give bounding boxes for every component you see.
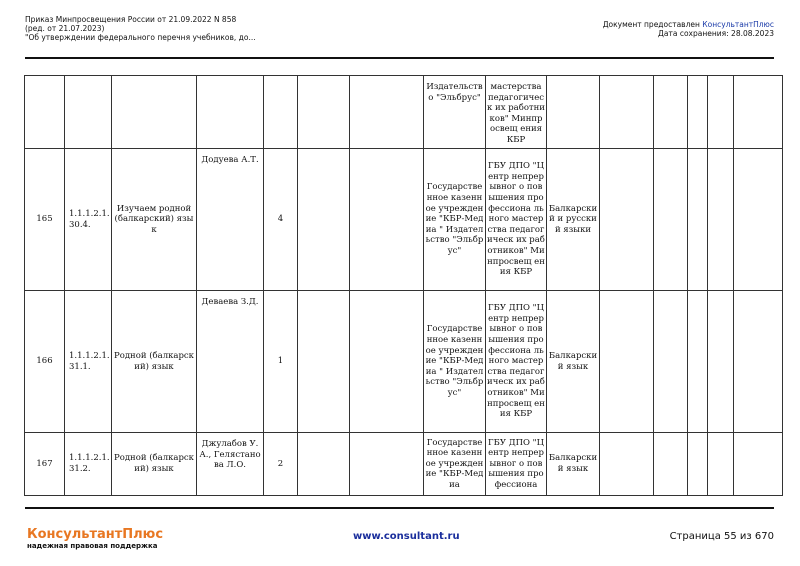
row-number: 165 xyxy=(25,149,65,291)
empty-cell xyxy=(708,433,734,496)
textbook-title xyxy=(112,76,197,149)
expert-organization: мастерства педагогическ их работников" Минпросвещ ения КБР xyxy=(486,76,547,149)
logo-tagline: надежная правовая поддержка xyxy=(27,542,158,550)
consultant-logo: КонсультантПлюс xyxy=(27,527,164,542)
table-row xyxy=(25,291,783,433)
empty-cell xyxy=(654,149,688,291)
grade: 1 xyxy=(264,291,298,433)
empty-cell xyxy=(688,433,708,496)
empty-cell xyxy=(600,149,654,291)
publisher: Издательство "Эльбрус" xyxy=(424,76,486,149)
textbook-table xyxy=(24,75,783,496)
header-divider xyxy=(25,57,774,59)
footer-divider xyxy=(25,507,774,509)
empty-cell xyxy=(350,149,424,291)
provided-prefix: Документ предоставлен xyxy=(602,20,703,29)
empty-cell xyxy=(734,433,783,496)
textbook-code: 1.1.1.2.1. 30.4. xyxy=(65,149,112,291)
page-number: Страница 55 из 670 xyxy=(669,531,774,542)
empty-cell xyxy=(350,291,424,433)
textbook-code xyxy=(65,76,112,149)
empty-cell xyxy=(600,76,654,149)
document-header xyxy=(25,15,256,42)
empty-cell xyxy=(298,433,350,496)
empty-cell xyxy=(688,76,708,149)
language: Балкарский и русский языки xyxy=(547,149,600,291)
author xyxy=(197,76,264,149)
save-date: Дата сохранения: 28.08.2023 xyxy=(658,29,774,38)
empty-cell xyxy=(708,76,734,149)
language: Балкарский язык xyxy=(547,291,600,433)
provider-info xyxy=(603,20,774,38)
empty-cell xyxy=(734,76,783,149)
empty-cell xyxy=(600,291,654,433)
grade: 4 xyxy=(264,149,298,291)
header-line-2: (ред. от 21.07.2023) xyxy=(25,24,105,33)
website-link[interactable]: www.consultant.ru xyxy=(353,531,460,542)
empty-cell xyxy=(708,291,734,433)
empty-cell xyxy=(688,291,708,433)
textbook-title: Родной (балкарский) язык xyxy=(112,291,197,433)
author: Джулабов У.А., Гелястанова Л.О. xyxy=(197,433,264,496)
empty-cell xyxy=(688,149,708,291)
empty-cell xyxy=(734,149,783,291)
author: Деваева З.Д. xyxy=(197,291,264,433)
textbook-title: Родной (балкарский) язык xyxy=(112,433,197,496)
expert-organization: ГБУ ДПО "Центр непрерывног о повышения профессиона льного мастерства педагогическ их работников" Минпросвещ ения КБР xyxy=(486,291,547,433)
empty-cell xyxy=(654,291,688,433)
empty-cell xyxy=(298,149,350,291)
table-row xyxy=(25,433,783,496)
row-number: 167 xyxy=(25,433,65,496)
publisher: Государстве нное казенное учреждение "КБР-Медиа " Издательство "Эльбрус" xyxy=(424,149,486,291)
textbook-code: 1.1.1.2.1. 31.2. xyxy=(65,433,112,496)
grade xyxy=(264,76,298,149)
publisher: Государстве нное казенное учреждение "КБР-Медиа xyxy=(424,433,486,496)
language xyxy=(547,76,600,149)
header-line-1: Приказ Минпросвещения России от 21.09.2022 N 858 xyxy=(25,15,237,24)
publisher: Государстве нное казенное учреждение "КБР-Медиа " Издательство "Эльбрус" xyxy=(424,291,486,433)
textbook-code: 1.1.1.2.1. 31.1. xyxy=(65,291,112,433)
author: Додуева А.Т. xyxy=(197,149,264,291)
empty-cell xyxy=(654,76,688,149)
empty-cell xyxy=(350,433,424,496)
expert-organization: ГБУ ДПО "Центр непрерывног о повышения профессиона льного мастерства педагогическ их работников" Минпросвещ ения КБР xyxy=(486,149,547,291)
row-number: 166 xyxy=(25,291,65,433)
empty-cell xyxy=(298,291,350,433)
expert-organization: ГБУ ДПО "Центр непрерывног о повышения профессиона xyxy=(486,433,547,496)
empty-cell xyxy=(350,76,424,149)
language: Балкарский язык xyxy=(547,433,600,496)
empty-cell xyxy=(600,433,654,496)
table-row xyxy=(25,149,783,291)
header-line-3: "Об утверждении федерального перечня учебников, до... xyxy=(25,33,256,42)
empty-cell xyxy=(298,76,350,149)
grade: 2 xyxy=(264,433,298,496)
row-number xyxy=(25,76,65,149)
table-row xyxy=(25,76,783,149)
empty-cell xyxy=(708,149,734,291)
textbook-title: Изучаем родной (балкарский) язык xyxy=(112,149,197,291)
empty-cell xyxy=(734,291,783,433)
provider-brand-link[interactable]: КонсультантПлюс xyxy=(702,20,774,29)
empty-cell xyxy=(654,433,688,496)
